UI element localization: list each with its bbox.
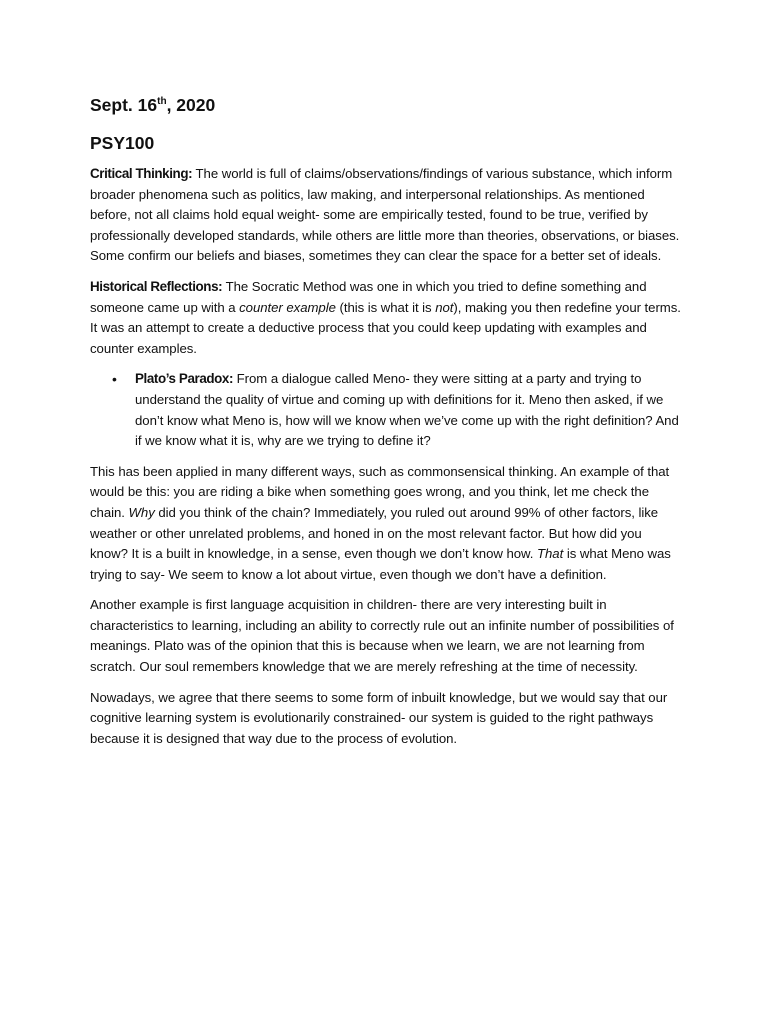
historical-emphasis-counter-example: counter example [239,299,336,315]
date-ordinal-suffix: th [157,96,167,108]
platos-paradox-text: From a dialogue called Meno- they were sitting at a party and trying to understand the quality of virtue and coming up with definitions for it. Meno then asked, if we don’t know what Meno is, how will we know when we’ve come up with the right definition? And if we know what it is, why are we trying to define it? [135,371,679,449]
bullet-list [90,369,682,451]
applied-text-a: This has been applied in many different ways, such as commonsensical thinking. An example of that would be this: you are riding a bike when something goes wrong, and you think, let me check the chain. [90,463,670,520]
applied-paragraph [90,462,682,586]
historical-text-b: (this is what it is [335,299,436,315]
bullet-icon: • [112,371,117,388]
critical-thinking-term: Critical Thinking: [90,166,193,181]
critical-thinking-paragraph [90,164,682,267]
critical-thinking-text: The world is full of claims/observations/findings of various substance, which inform broader phenomena such as politics, law making, and interpersonal relationships. As mentioned before, not all claims hold equal weight- some are empirically tested, found to be true, verified by professionally developed standards, while others are little more than theories, observations, or biases. Some confirm our beliefs and biases, sometimes they can clear the space for a better set of ideals. [90,166,680,264]
list-item-platos-paradox [90,369,682,451]
historical-reflections-term: Historical Reflections: [90,278,223,294]
platos-paradox-term: Plato’s Paradox: [135,371,234,387]
course-code: PSY100 [90,133,155,153]
applied-emphasis-why: Why [128,504,155,520]
language-acquisition-paragraph: Another example is first language acquisition in children- there are very interesting built in characteristics to learning, including an ability to correctly rule out an infinite number of possibilities of meanings. Plato was of the opinion that this is because when we learn, we are not learning from scratch. Our soul remembers knowledge that we are merely refreshing at the time of necessity. [90,597,674,675]
document-page [90,92,682,759]
date-year: , 2020 [166,95,216,115]
nowadays-paragraph: Nowadays, we agree that there seems to some form of inbuilt knowledge, but we would say that our cognitive learning system is evolutionarily constrained- our system is guided to the right pathways because it is designed that way due to the process of evolution. [90,689,668,746]
historical-text-c: ), making you then redefine your terms. It was an attempt to create a deductive process that you could keep updating with examples and counter examples. [90,299,681,356]
date-main: Sept. 16 [90,95,158,115]
applied-text-b: did you think of the chain? Immediately, you ruled out around 99% of other factors, like weather or other unrelated problems, and honed in on the most relevant factor. But how did you know? It is a built in knowledge, in a sense, even though we don’t know how. [90,504,659,562]
historical-reflections-paragraph [90,277,682,359]
document-date [90,92,682,118]
applied-emphasis-that: That [537,546,564,562]
historical-emphasis-not: not [435,299,454,315]
historical-text-a: The Socratic Method was one in which you tried to define something and someone came up with a [90,278,647,315]
applied-text-c: is what Meno was trying to say- We seem to know a lot about virtue, even though we don’t have a definition. [90,546,671,582]
